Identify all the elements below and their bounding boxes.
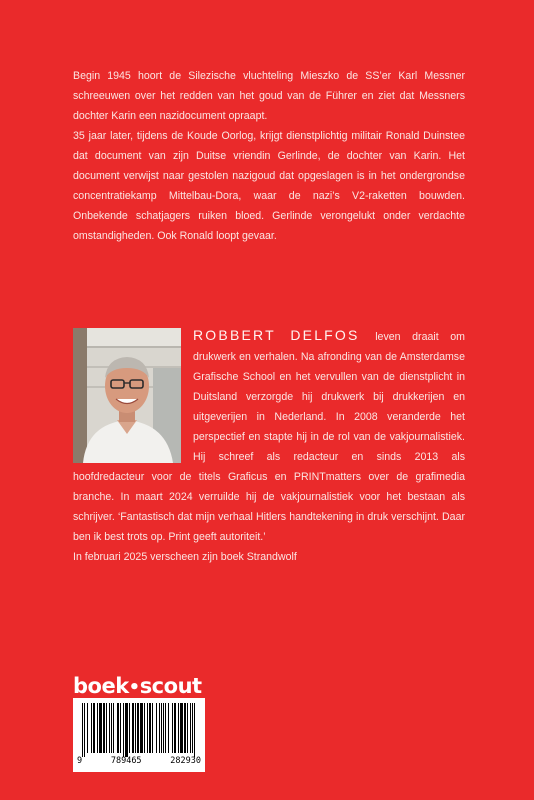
author-photo xyxy=(73,328,181,463)
barcode-group-left: 789465 xyxy=(110,756,142,766)
barcode-bar xyxy=(159,703,160,753)
publisher-logo xyxy=(73,674,202,698)
barcode-bar xyxy=(163,703,164,753)
blurb-paragraph-1: Begin 1945 hoort de Silezische vluchteling Mieszko de SS’er Karl Messner schreeuwen over het redden van het goud van de Führer en ziet dat Messners dochter Karin een nazidocument opraapt. xyxy=(73,70,465,122)
author-name: ROBBERT DELFOS xyxy=(193,327,360,343)
barcode-bar xyxy=(99,703,102,753)
barcode-bar xyxy=(192,703,193,753)
author-section xyxy=(73,325,465,567)
barcode-bar xyxy=(113,703,114,753)
blurb-paragraph-2: 35 jaar later, tijdens de Koude Oorlog, krijgt dienstplichtig militair Ronald Duinstee dat document van zijn Duitse vriendin Gerlinde, de dochter van Karin. Het document verwijst naar gestolen nazigoud dat opgeslagen is in het ondergrondse concentratiekamp Mittelbau-Dora, waar de nazi’s V2-raketten bouwden. Onbekende schatjagers ruiken bloed. Gerlinde verongelukt onder verdachte omstandigheden. Ook Ronald loopt gevaar. xyxy=(73,130,465,242)
barcode-bar xyxy=(129,703,130,753)
barcode-bar xyxy=(156,703,157,753)
barcode-bar xyxy=(149,703,151,753)
barcode-bar xyxy=(187,703,188,753)
barcode-bar xyxy=(117,703,119,753)
barcode-bar xyxy=(93,703,95,753)
barcode-bar xyxy=(190,703,191,753)
barcode-bar xyxy=(97,703,98,753)
barcode-bars xyxy=(78,703,200,757)
barcode-bar xyxy=(172,703,173,753)
barcode-bar xyxy=(87,703,88,753)
barcode-bar xyxy=(178,703,179,753)
logo-dot: • xyxy=(128,677,140,698)
barcode-bar xyxy=(180,703,183,753)
barcode-bar xyxy=(161,703,162,753)
barcode-bar xyxy=(125,703,128,757)
barcode-bar xyxy=(82,703,83,757)
barcode-bar xyxy=(84,703,85,757)
barcode-group-right: 282930 xyxy=(170,756,201,766)
back-cover-blurb xyxy=(73,66,465,246)
barcode-bar xyxy=(144,703,145,753)
isbn-barcode xyxy=(73,698,205,772)
barcode-bar xyxy=(109,703,110,753)
logo-word-left: boek xyxy=(73,674,129,698)
barcode-bar xyxy=(152,703,153,753)
barcode-digit-first: 9 xyxy=(77,756,83,766)
barcode-bar xyxy=(194,703,195,757)
barcode-bar xyxy=(103,703,105,753)
barcode-digits xyxy=(77,756,201,766)
barcode-bar xyxy=(165,703,166,753)
barcode-bar xyxy=(137,703,139,753)
barcode-bar xyxy=(132,703,134,753)
barcode-bar xyxy=(123,703,124,757)
barcode-bar xyxy=(140,703,143,753)
barcode-bar xyxy=(147,703,148,753)
author-bio-text: leven draait om drukwerk en verhalen. Na afronding van de Amsterdamse Grafische School en het vervullen van de dienstplicht in Duitsland verzorgde hij drukwerk bij drukkerijen en uitgeverijen in Nederland. In 2008 veranderde het perspectief en stapte hij in de rol van de vakjournalistiek. Hij schreef als redacteur en sinds 2013 als hoofdredacteur voor de titels Graficus en PRINTmatters over de grafimedia branche. In maart 2024 verruilde hij de vakjournalistiek voor het bestaan als schrijver. ‘Fantastisch dat mijn verhaal Hitlers handtekening in druk verschijnt. Daar ben ik best trots op. Print geeft autoriteit.’ xyxy=(73,331,465,543)
barcode-bar xyxy=(106,703,107,753)
barcode-bar xyxy=(111,703,112,753)
logo-word-right: scout xyxy=(139,674,202,698)
barcode-bar xyxy=(168,703,169,753)
barcode-bar xyxy=(135,703,136,753)
barcode-bar xyxy=(174,703,176,753)
barcode-bar xyxy=(91,703,92,753)
barcode-bar xyxy=(184,703,186,753)
author-closing: In februari 2025 verscheen zijn boek Strandwolf xyxy=(73,551,297,563)
barcode-bar xyxy=(120,703,121,753)
